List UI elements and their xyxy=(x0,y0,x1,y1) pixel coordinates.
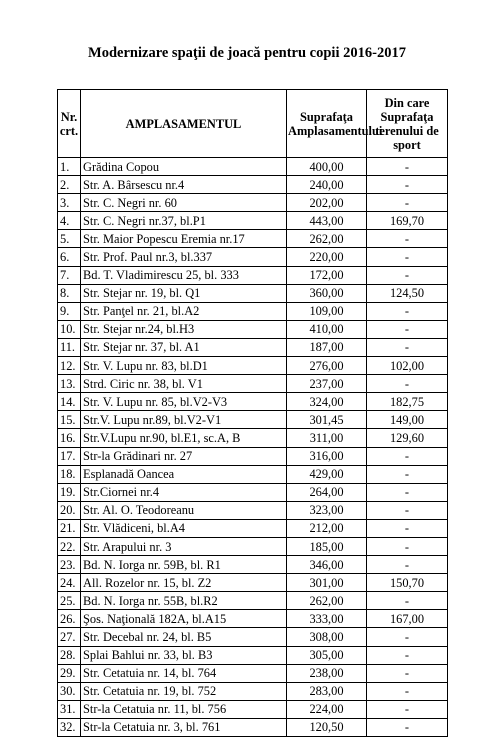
row-sport-area: - xyxy=(367,664,448,682)
table-row xyxy=(58,664,448,682)
row-sport-area: 182,75 xyxy=(367,393,448,411)
row-number: 21. xyxy=(58,519,81,537)
table-header-row xyxy=(58,90,448,158)
row-location: Str. Stejar nr.24, bl.H3 xyxy=(81,320,287,338)
row-sport-area: - xyxy=(367,537,448,555)
row-location: Str. Panţel nr. 21, bl.A2 xyxy=(81,302,287,320)
row-area: 324,00 xyxy=(287,393,367,411)
header-amplasament: AMPLASAMENTUL xyxy=(81,90,287,158)
table-row xyxy=(58,519,448,537)
row-number: 20. xyxy=(58,501,81,519)
row-area: 120,50 xyxy=(287,718,367,736)
row-number: 32. xyxy=(58,718,81,736)
row-number: 4. xyxy=(58,212,81,230)
row-area: 429,00 xyxy=(287,465,367,483)
row-location: Str. Vlădiceni, bl.A4 xyxy=(81,519,287,537)
row-location: Str-la Grădinari nr. 27 xyxy=(81,447,287,465)
table-row xyxy=(58,338,448,356)
row-number: 7. xyxy=(58,266,81,284)
row-area: 220,00 xyxy=(287,248,367,266)
table-row xyxy=(58,158,448,176)
table-row xyxy=(58,393,448,411)
row-location: Str. Stejar nr. 37, bl. A1 xyxy=(81,338,287,356)
row-location: Bd. N. Iorga nr. 59B, bl. R1 xyxy=(81,556,287,574)
row-area: 238,00 xyxy=(287,664,367,682)
row-sport-area: - xyxy=(367,519,448,537)
row-number: 1. xyxy=(58,158,81,176)
table-row xyxy=(58,700,448,718)
row-area: 202,00 xyxy=(287,194,367,212)
row-sport-area: - xyxy=(367,266,448,284)
row-number: 23. xyxy=(58,556,81,574)
row-area: 262,00 xyxy=(287,230,367,248)
table-row xyxy=(58,230,448,248)
header-suprafata: Suprafaţa Amplasamentului xyxy=(287,90,367,158)
row-sport-area: - xyxy=(367,176,448,194)
row-number: 29. xyxy=(58,664,81,682)
row-area: 237,00 xyxy=(287,375,367,393)
row-number: 14. xyxy=(58,393,81,411)
row-area: 264,00 xyxy=(287,483,367,501)
row-number: 17. xyxy=(58,447,81,465)
row-number: 3. xyxy=(58,194,81,212)
row-number: 13. xyxy=(58,375,81,393)
row-location: Str. C. Negri nr.37, bl.P1 xyxy=(81,212,287,230)
row-location: Str. C. Negri nr. 60 xyxy=(81,194,287,212)
table-row xyxy=(58,357,448,375)
row-number: 6. xyxy=(58,248,81,266)
row-area: 346,00 xyxy=(287,556,367,574)
row-location: Str. A. Bârsescu nr.4 xyxy=(81,176,287,194)
row-sport-area: 129,60 xyxy=(367,429,448,447)
row-area: 109,00 xyxy=(287,302,367,320)
row-location: Bd. N. Iorga nr. 55B, bl.R2 xyxy=(81,592,287,610)
row-location: Str-la Cetatuia nr. 3, bl. 761 xyxy=(81,718,287,736)
document-title: Modernizare spaţii de joacă pentru copii 2016-2017 xyxy=(88,45,406,61)
row-number: 16. xyxy=(58,429,81,447)
row-number: 26. xyxy=(58,610,81,628)
row-sport-area: - xyxy=(367,682,448,700)
row-area: 308,00 xyxy=(287,628,367,646)
row-number: 28. xyxy=(58,646,81,664)
row-sport-area: - xyxy=(367,375,448,393)
row-location: Str. Cetatuia nr. 14, bl. 764 xyxy=(81,664,287,682)
row-area: 187,00 xyxy=(287,338,367,356)
row-location: Grădina Copou xyxy=(81,158,287,176)
row-area: 360,00 xyxy=(287,284,367,302)
table-row xyxy=(58,628,448,646)
table-row xyxy=(58,429,448,447)
row-location: Str. Arapului nr. 3 xyxy=(81,537,287,555)
row-location: Str. Cetatuia nr. 19, bl. 752 xyxy=(81,682,287,700)
row-sport-area: - xyxy=(367,465,448,483)
row-number: 10. xyxy=(58,320,81,338)
row-location: All. Rozelor nr. 15, bl. Z2 xyxy=(81,574,287,592)
row-number: 18. xyxy=(58,465,81,483)
row-sport-area: - xyxy=(367,338,448,356)
row-area: 283,00 xyxy=(287,682,367,700)
row-area: 323,00 xyxy=(287,501,367,519)
row-area: 224,00 xyxy=(287,700,367,718)
row-area: 212,00 xyxy=(287,519,367,537)
row-area: 316,00 xyxy=(287,447,367,465)
row-sport-area: - xyxy=(367,302,448,320)
row-sport-area: - xyxy=(367,447,448,465)
row-number: 12. xyxy=(58,357,81,375)
table-row xyxy=(58,284,448,302)
table-row xyxy=(58,646,448,664)
row-area: 185,00 xyxy=(287,537,367,555)
row-sport-area: - xyxy=(367,248,448,266)
row-sport-area: - xyxy=(367,628,448,646)
row-area: 305,00 xyxy=(287,646,367,664)
row-area: 172,00 xyxy=(287,266,367,284)
row-location: Şos. Naţională 182A, bl.A15 xyxy=(81,610,287,628)
row-sport-area: 124,50 xyxy=(367,284,448,302)
row-number: 11. xyxy=(58,338,81,356)
table-row xyxy=(58,610,448,628)
row-location: Str.V. Lupu nr.89, bl.V2-V1 xyxy=(81,411,287,429)
table-row xyxy=(58,176,448,194)
playgrounds-table xyxy=(57,89,448,737)
row-area: 333,00 xyxy=(287,610,367,628)
row-area: 311,00 xyxy=(287,429,367,447)
table-row xyxy=(58,537,448,555)
row-sport-area: 167,00 xyxy=(367,610,448,628)
row-sport-area: - xyxy=(367,158,448,176)
row-sport-area: 169,70 xyxy=(367,212,448,230)
row-number: 5. xyxy=(58,230,81,248)
table-row xyxy=(58,556,448,574)
table-row xyxy=(58,411,448,429)
row-area: 276,00 xyxy=(287,357,367,375)
row-sport-area: - xyxy=(367,194,448,212)
table-row xyxy=(58,320,448,338)
row-sport-area: - xyxy=(367,556,448,574)
row-number: 24. xyxy=(58,574,81,592)
row-location: Str. Al. O. Teodoreanu xyxy=(81,501,287,519)
table-row xyxy=(58,574,448,592)
row-location: Splai Bahlui nr. 33, bl. B3 xyxy=(81,646,287,664)
table-row xyxy=(58,501,448,519)
header-din-care: Din care Suprafaţa terenului de sport xyxy=(367,90,448,158)
row-sport-area: - xyxy=(367,646,448,664)
row-location: Str.V.Lupu nr.90, bl.E1, sc.A, B xyxy=(81,429,287,447)
row-location: Str. Prof. Paul nr.3, bl.337 xyxy=(81,248,287,266)
row-number: 30. xyxy=(58,682,81,700)
table-row xyxy=(58,212,448,230)
row-area: 240,00 xyxy=(287,176,367,194)
row-location: Str. Maior Popescu Eremia nr.17 xyxy=(81,230,287,248)
row-location: Str-la Cetatuia nr. 11, bl. 756 xyxy=(81,700,287,718)
table-row xyxy=(58,266,448,284)
table-row xyxy=(58,483,448,501)
row-sport-area: - xyxy=(367,501,448,519)
row-location: Str. V. Lupu nr. 83, bl.D1 xyxy=(81,357,287,375)
table-row xyxy=(58,248,448,266)
table-body xyxy=(58,158,448,737)
row-location: Str. V. Lupu nr. 85, bl.V2-V3 xyxy=(81,393,287,411)
row-sport-area: - xyxy=(367,718,448,736)
table-row xyxy=(58,718,448,736)
row-location: Str. Stejar nr. 19, bl. Q1 xyxy=(81,284,287,302)
row-area: 443,00 xyxy=(287,212,367,230)
header-nr-crt: Nr. crt. xyxy=(58,90,81,158)
row-number: 8. xyxy=(58,284,81,302)
row-sport-area: 149,00 xyxy=(367,411,448,429)
row-sport-area: - xyxy=(367,230,448,248)
row-sport-area: 102,00 xyxy=(367,357,448,375)
row-number: 2. xyxy=(58,176,81,194)
row-location: Strd. Ciric nr. 38, bl. V1 xyxy=(81,375,287,393)
row-sport-area: 150,70 xyxy=(367,574,448,592)
table-row xyxy=(58,592,448,610)
row-area: 262,00 xyxy=(287,592,367,610)
row-number: 25. xyxy=(58,592,81,610)
row-area: 301,00 xyxy=(287,574,367,592)
row-area: 410,00 xyxy=(287,320,367,338)
row-area: 400,00 xyxy=(287,158,367,176)
table-row xyxy=(58,375,448,393)
row-number: 31. xyxy=(58,700,81,718)
table-row xyxy=(58,302,448,320)
row-location: Esplanadă Oancea xyxy=(81,465,287,483)
row-sport-area: - xyxy=(367,320,448,338)
row-sport-area: - xyxy=(367,700,448,718)
row-number: 27. xyxy=(58,628,81,646)
table-row xyxy=(58,447,448,465)
row-number: 19. xyxy=(58,483,81,501)
row-sport-area: - xyxy=(367,483,448,501)
row-location: Str. Decebal nr. 24, bl. B5 xyxy=(81,628,287,646)
row-sport-area: - xyxy=(367,592,448,610)
table-row xyxy=(58,682,448,700)
row-location: Bd. T. Vladimirescu 25, bl. 333 xyxy=(81,266,287,284)
row-number: 9. xyxy=(58,302,81,320)
row-area: 301,45 xyxy=(287,411,367,429)
table-row xyxy=(58,465,448,483)
row-location: Str.Ciornei nr.4 xyxy=(81,483,287,501)
table-row xyxy=(58,194,448,212)
row-number: 22. xyxy=(58,537,81,555)
row-number: 15. xyxy=(58,411,81,429)
